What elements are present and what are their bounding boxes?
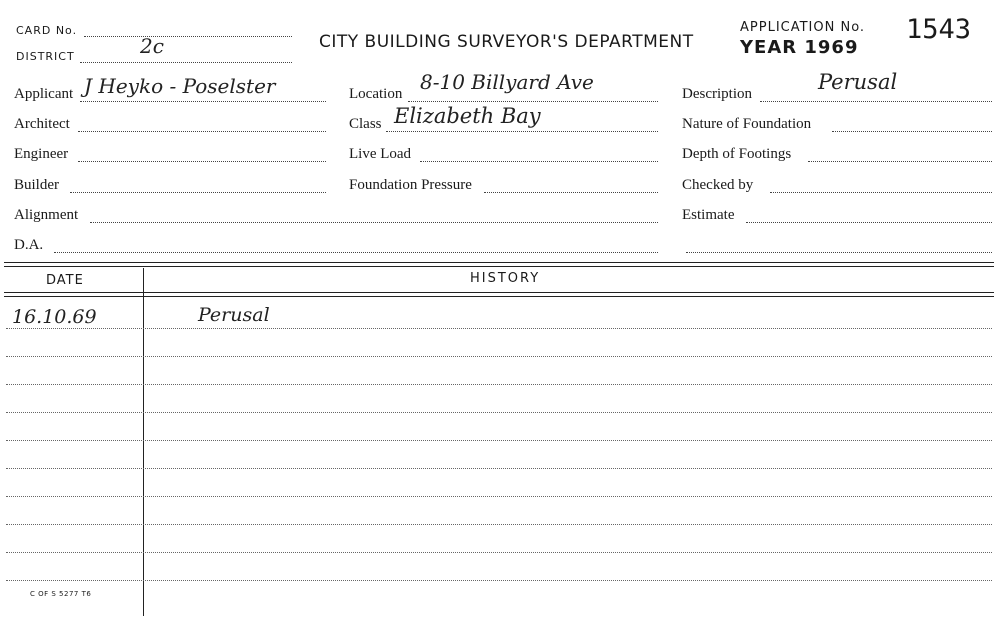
form-code: C OF S 5277 T6 <box>30 590 92 598</box>
history-rule <box>6 524 992 525</box>
applicant-value: J Heyko - Poselster <box>84 74 276 98</box>
applicant-label: Applicant <box>14 86 74 102</box>
alignment-label: Alignment <box>14 207 79 223</box>
history-header-rule-top <box>4 292 994 293</box>
class-label: Class <box>349 116 382 132</box>
estimate-line <box>746 222 992 223</box>
history-rule <box>6 328 992 329</box>
da-label: D.A. <box>14 237 44 253</box>
card-no-line <box>84 36 292 37</box>
engineer-label: Engineer <box>14 146 69 162</box>
history-entry-date: 16.10.69 <box>12 306 97 328</box>
description-label: Description <box>682 86 752 102</box>
class-value: Elizabeth Bay <box>394 104 541 128</box>
description-line <box>760 101 992 102</box>
foundation-pressure-line <box>484 192 658 193</box>
history-rule <box>6 552 992 553</box>
history-rule <box>6 356 992 357</box>
engineer-line <box>78 161 326 162</box>
separator-rule-top <box>4 262 994 263</box>
location-value: 8-10 Billyard Ave <box>420 70 594 94</box>
foundation-pressure-label: Foundation Pressure <box>349 177 472 193</box>
right-blank-line <box>686 252 992 253</box>
builder-label: Builder <box>14 177 59 193</box>
depth-of-footings-label: Depth of Footings <box>682 146 792 162</box>
application-number-label: APPLICATION No. <box>740 20 866 35</box>
history-rule <box>6 440 992 441</box>
description-value: Perusal <box>818 70 898 94</box>
date-column-divider <box>143 268 144 616</box>
history-rule <box>6 580 992 581</box>
depth-of-footings-line <box>808 161 992 162</box>
builder-line <box>70 192 326 193</box>
district-label: DISTRICT <box>16 50 75 63</box>
history-rule <box>6 468 992 469</box>
history-entry-text: Perusal <box>198 304 270 326</box>
architect-line <box>78 131 326 132</box>
alignment-line <box>90 222 658 223</box>
card-no-label: CARD No. <box>16 24 78 37</box>
location-label: Location <box>349 86 403 102</box>
history-rule <box>6 384 992 385</box>
history-column-header: HISTORY <box>470 271 541 286</box>
history-rule <box>6 496 992 497</box>
class-line <box>386 131 658 132</box>
district-line <box>80 62 292 63</box>
year-label: YEAR 1969 <box>740 37 859 58</box>
checked-by-line <box>770 192 992 193</box>
checked-by-label: Checked by <box>682 177 754 193</box>
nature-of-foundation-label: Nature of Foundation <box>682 116 812 132</box>
department-title: CITY BUILDING SURVEYOR'S DEPARTMENT <box>319 32 694 52</box>
estimate-label: Estimate <box>682 207 735 223</box>
date-column-header: DATE <box>46 273 84 288</box>
application-number: 1543 <box>906 14 972 45</box>
district-value: 2c <box>140 34 164 58</box>
separator-rule-bottom <box>4 266 994 267</box>
location-line <box>408 101 658 102</box>
applicant-line <box>80 101 326 102</box>
live-load-line <box>420 161 658 162</box>
architect-label: Architect <box>14 116 70 132</box>
history-header-rule-bottom <box>4 296 994 297</box>
da-line <box>54 252 658 253</box>
nature-of-foundation-line <box>832 131 992 132</box>
history-rule <box>6 412 992 413</box>
live-load-label: Live Load <box>349 146 412 162</box>
